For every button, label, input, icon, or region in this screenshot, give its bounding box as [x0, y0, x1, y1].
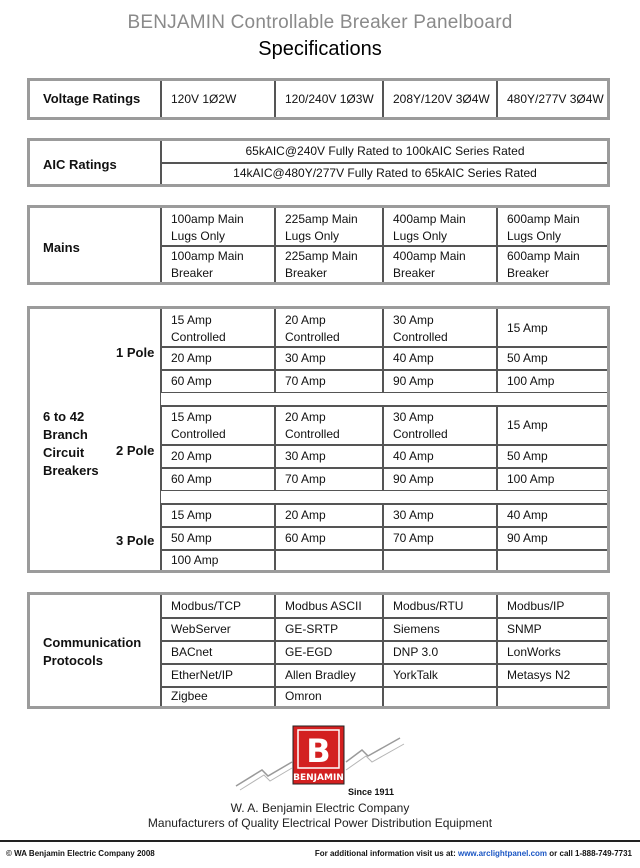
breaker-cell: 50 Amp — [507, 350, 548, 365]
protocol-cell: LonWorks — [507, 644, 561, 659]
breaker-cell: 30 Amp Controlled — [393, 409, 448, 441]
protocol-cell: BACnet — [171, 644, 213, 659]
breaker-cell: 20 Amp — [171, 350, 212, 365]
breaker-cell: 30 Amp Controlled — [393, 312, 448, 344]
protocol-cell: EtherNet/IP — [171, 667, 234, 682]
page-subtitle: Specifications — [258, 38, 382, 60]
company-name: W. A. Benjamin Electric Company — [230, 801, 410, 815]
protocol-cell: Zigbee — [171, 689, 208, 703]
breaker-cell: 70 Amp — [393, 530, 434, 545]
breaker-cell: 60 Amp — [171, 373, 212, 388]
breaker-cell: 20 Amp Controlled — [285, 409, 340, 441]
voltage-value: 120/240V 1Ø3W — [285, 91, 374, 106]
protocol-cell: GE-EGD — [285, 644, 333, 659]
breaker-cell: 20 Amp — [171, 448, 212, 463]
mains-breaker-cell: 225amp Main Breaker — [285, 248, 358, 280]
breaker-cell: 50 Amp — [507, 448, 548, 463]
mains-lugs-cell: 600amp Main Lugs Only — [507, 211, 580, 243]
footer-info-prefix: For additional information visit us at: — [314, 849, 458, 858]
logo-letter: B — [306, 732, 331, 770]
breaker-cell: 15 Amp Controlled — [171, 312, 226, 344]
footer-divider — [0, 840, 640, 842]
logo-name: BENJAMIN — [293, 773, 344, 783]
protocol-cell: DNP 3.0 — [393, 644, 439, 659]
page-title: BENJAMIN Controllable Breaker Panelboard — [127, 12, 513, 33]
breaker-cell — [276, 550, 382, 570]
breaker-cell: 70 Amp — [285, 471, 326, 486]
breaker-cell: 20 Amp Controlled — [285, 312, 340, 344]
mains-lugs-cell: 225amp Main Lugs Only — [285, 211, 358, 243]
mains-lugs-cell: 100amp Main Lugs Only — [171, 211, 244, 243]
protocol-cell — [384, 687, 496, 706]
breaker-cell: 30 Amp — [285, 350, 326, 365]
mains-breaker-cell: 100amp Main Breaker — [171, 248, 244, 280]
breaker-cell: 40 Amp — [393, 350, 434, 365]
mains-label: Mains — [43, 240, 80, 255]
branch-breakers-label: 6 to 42 Branch Circuit Breakers — [43, 409, 99, 478]
protocol-cell: Allen Bradley — [285, 667, 356, 682]
breaker-cell — [498, 550, 608, 570]
breaker-cell: 40 Amp — [393, 448, 434, 463]
breaker-cell: 60 Amp — [171, 471, 212, 486]
protocol-cell: WebServer — [171, 621, 231, 636]
footer-contact — [315, 849, 632, 858]
footer-phone: or call 1-888-749-7731 — [547, 849, 632, 858]
breaker-cell: 30 Amp — [393, 507, 434, 522]
aic-rating-row: 14kAIC@480Y/277V Fully Rated to 65kAIC Series Rated — [233, 166, 537, 180]
three-pole-label: 3 Pole — [116, 533, 155, 548]
protocol-cell: Modbus/IP — [507, 598, 565, 613]
protocol-cell: GE-SRTP — [285, 621, 339, 636]
company-tagline: Manufacturers of Quality Electrical Power Distribution Equipment — [147, 816, 493, 830]
communication-protocols-label: Communication Protocols — [43, 635, 142, 668]
breaker-cell: 70 Amp — [285, 373, 326, 388]
mains-lugs-cell: 400amp Main Lugs Only — [393, 211, 466, 243]
breaker-cell: 20 Amp — [285, 507, 326, 522]
voltage-value: 480Y/277V 3Ø4W — [507, 91, 604, 106]
protocol-cell: Metasys N2 — [507, 667, 571, 682]
one-pole-label: 1 Pole — [116, 345, 155, 360]
mains-section — [27, 205, 610, 285]
breaker-cell: 15 Amp — [507, 418, 548, 432]
communication-protocols-section — [27, 592, 610, 709]
protocol-cell: Modbus ASCII — [285, 598, 362, 613]
aic-rating-row: 65kAIC@240V Fully Rated to 100kAIC Series Rated — [245, 144, 525, 158]
breaker-cell: 30 Amp — [285, 448, 326, 463]
breaker-cell: 60 Amp — [285, 530, 326, 545]
protocol-cell: Modbus/TCP — [171, 598, 242, 613]
breaker-cell: 15 Amp Controlled — [171, 409, 226, 441]
website-link[interactable]: www.arclightpanel.com — [457, 849, 548, 858]
voltage-ratings-section — [27, 78, 610, 120]
aic-ratings-label: AIC Ratings — [43, 157, 117, 172]
breaker-cell: 90 Amp — [393, 471, 434, 486]
protocol-cell — [498, 687, 608, 706]
aic-ratings-section — [27, 138, 610, 187]
protocol-cell: YorkTalk — [393, 667, 438, 682]
protocol-cell: Modbus/RTU — [393, 598, 464, 613]
voltage-value: 208Y/120V 3Ø4W — [393, 91, 490, 106]
protocol-cell: Omron — [285, 689, 322, 703]
branch-breakers-section — [27, 306, 610, 573]
breaker-cell: 40 Amp — [507, 507, 548, 522]
mains-breaker-cell: 400amp Main Breaker — [393, 248, 466, 280]
mains-breaker-cell: 600amp Main Breaker — [507, 248, 580, 280]
breaker-cell: 90 Amp — [393, 373, 434, 388]
protocol-cell: SNMP — [507, 621, 542, 636]
logo-since: Since 1911 — [348, 787, 395, 797]
voltage-ratings-label: Voltage Ratings — [43, 91, 141, 106]
breaker-cell: 90 Amp — [507, 530, 548, 545]
breaker-cell: 100 Amp — [507, 471, 555, 486]
breaker-cell: 50 Amp — [171, 530, 212, 545]
breaker-cell: 15 Amp — [507, 321, 548, 335]
lightning-bolt-icon — [0, 720, 640, 805]
breaker-cell — [384, 550, 496, 570]
voltage-value: 120V 1Ø2W — [171, 91, 237, 106]
footer-copyright: © WA Benjamin Electric Company 2008 — [6, 849, 155, 858]
protocol-cell: Siemens — [393, 621, 440, 636]
two-pole-label: 2 Pole — [116, 443, 155, 458]
breaker-cell: 100 Amp — [171, 552, 219, 567]
breaker-cell: 15 Amp — [171, 507, 212, 522]
breaker-cell: 100 Amp — [507, 373, 555, 388]
